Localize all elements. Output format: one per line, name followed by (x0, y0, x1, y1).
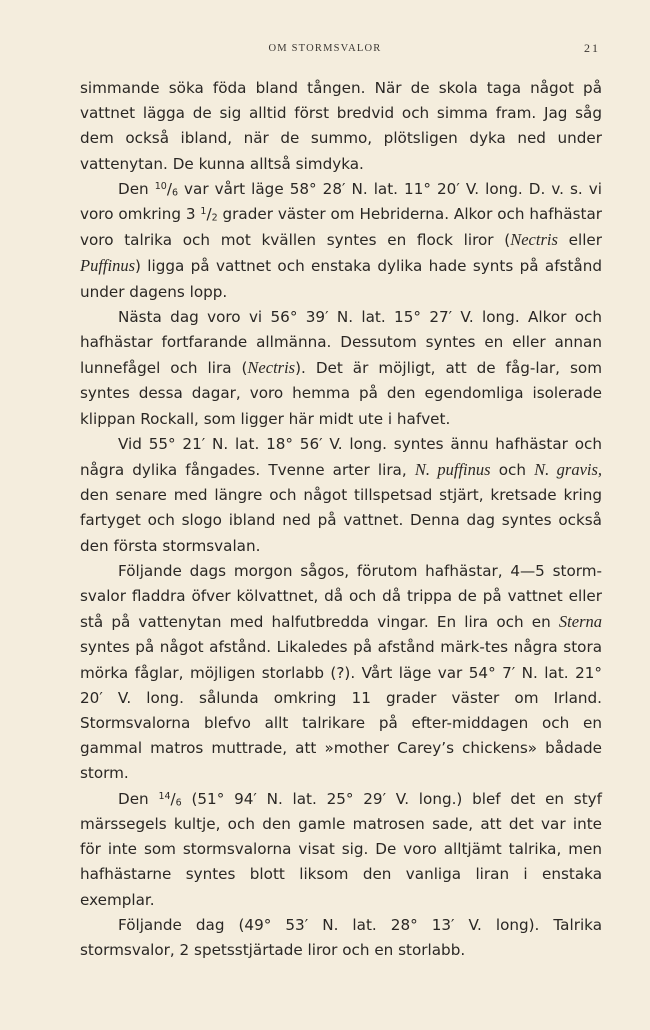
paragraph-text: och (498, 461, 526, 480)
species-name: Puffinus (80, 256, 136, 276)
paragraph-2 (80, 177, 602, 305)
paragraph-text: simmande söka föda bland tången. När de skola taga något på vattnet lägga de sig alltid först bredvid och simma fram. Jag såg dem också ibland, när de summo, plötsligen dyka ned under vattenytan. De kunna alltså simdyka. (80, 79, 602, 173)
date-day: 14 (158, 790, 171, 802)
species-name: Sterna (558, 612, 602, 632)
date-fraction: $^{14}/_6$ (158, 789, 182, 809)
paragraph-text: Vid 55° 21′ N. lat. 18° 56′ V. long. syntes ännu hafhästar och några dylika fångades. Tvenne arter lira, (80, 434, 602, 480)
fraction: $^1/_2$ (200, 205, 218, 224)
date-day: 10 (154, 180, 167, 192)
paragraph-4 (80, 432, 602, 559)
paragraph-text: Följande dag (49° 53′ N. lat. 28° 13′ V. long). Talrika stormsvalor, 2 spetsstjärtade liror och en storlabb. (80, 915, 602, 959)
body-text (80, 76, 602, 963)
paragraph-5 (80, 559, 602, 787)
paragraph-text: den senare med längre och något tillspetsad stjärt, kretsade kring fartyget och slogo ibland ned på vattnet. Denna dag syntes också den första stormsvalan. (80, 486, 602, 555)
date-month: 6 (175, 797, 182, 809)
paragraph-text: ) ligga på vattnet och enstaka dylika hade synts på afstånd under dagens lopp. (80, 257, 602, 301)
paragraph-text: (51° 94′ N. lat. 25° 29′ V. long.) blef det en styf märssegels kultje, och den gamle matrosen sade, att det var inte för inte som stormsvalorna visat sig. De voro alltjämt talrika, men hafhästarne syntes blott liksom den vanliga liran i enstaka exemplar. (80, 789, 603, 909)
species-name: Nectris (510, 230, 558, 250)
paragraph-text: Den (118, 179, 149, 198)
species-name: N. puffinus (414, 460, 491, 480)
species-name: Nectris (247, 358, 296, 378)
page-number: 21 (584, 41, 600, 55)
paragraph-text: Följande dags morgon sågos, förutom hafhästar, 4—5 storm-svalor fladdra öfver kölvattnet, då och då trippa de på vattnet eller stå på vattenytan med halfutbredda vingar. En lira och en (80, 561, 602, 632)
paragraph-3 (80, 305, 602, 432)
paragraph-text: eller (568, 231, 603, 250)
paragraph-text: ). Det är möjligt, att de fåg-lar, som syntes dessa dagar, voro hemma på den egendomliga isolerade klippan Rockall, som ligger här midt ute i hafvet. (80, 359, 602, 428)
date-fraction: $^{10}/_6$ (154, 179, 178, 199)
paragraph-text: Den (118, 789, 149, 808)
species-name: N. gravis, (534, 460, 603, 480)
fraction-denominator: 2 (211, 212, 218, 224)
running-header: OM STORMSVALOR (268, 43, 382, 54)
paragraph-1 (80, 76, 602, 177)
paragraph-text: grader väster om Hebriderna. Alkor och hafhästar voro talrika och mot kvällen syntes en flock liror ( (80, 205, 602, 250)
paragraph-text: var vårt läge 58° 28′ N. lat. 11° 20′ V. long. D. v. s. vi voro omkring 3 (80, 179, 603, 224)
date-month: 6 (171, 187, 178, 199)
fraction-numerator: 1 (200, 205, 207, 217)
paragraph-6 (80, 787, 602, 913)
paragraph-text: syntes på något afstånd. Likaledes på afstånd märk-tes några stora mörka fåglar, möjligen storlabb (?). Vårt läge var 54° 7′ N. lat. 21° 20′ V. long. sålunda omkring 11 grader väster om Irland. Stormsvalorna blefvo allt talrikare på efter-middagen och en gammal matros muttrade, att »mother Carey’s chickens» bådade storm. (80, 638, 602, 783)
paragraph-text: Nästa dag voro vi 56° 39′ N. lat. 15° 27′ V. long. Alkor och hafhästar fortfarande allmänna. Dessutom syntes en eller annan lunnefågel och lira ( (80, 307, 602, 378)
paragraph-7 (80, 913, 602, 963)
